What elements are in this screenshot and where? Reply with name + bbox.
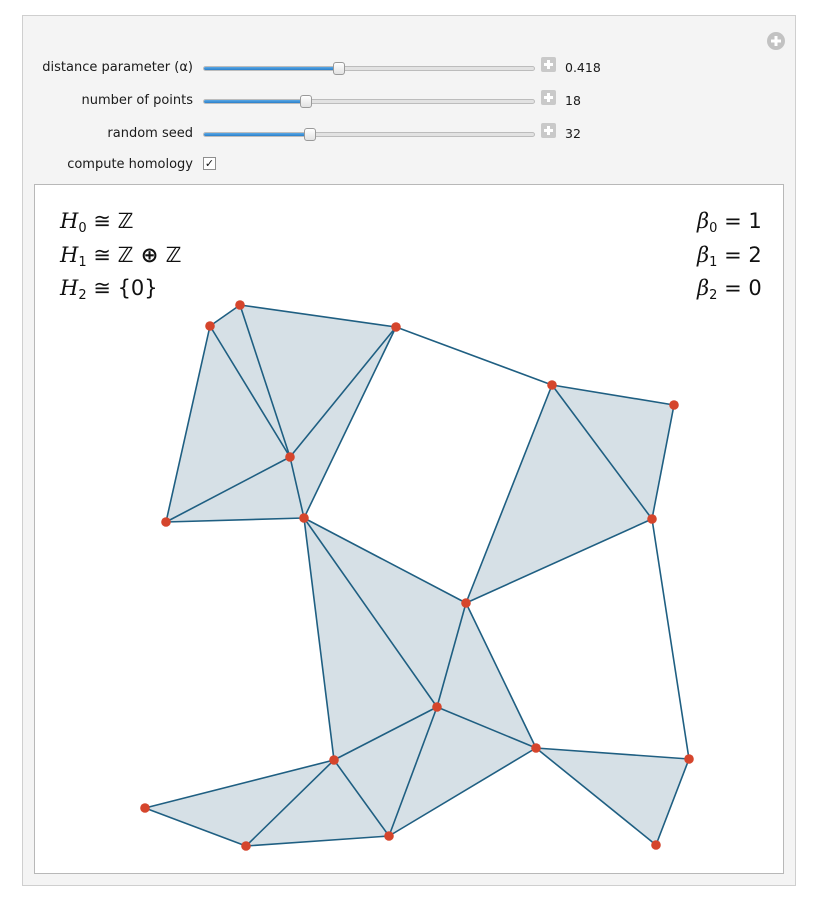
random-seed-label: random seed bbox=[107, 126, 193, 141]
vertex-5 bbox=[285, 452, 295, 462]
vertex-12 bbox=[684, 754, 694, 764]
vertex-13 bbox=[329, 755, 339, 765]
vertex-9 bbox=[461, 598, 471, 608]
betti-b2: $\beta_2 = 0$ bbox=[697, 276, 762, 303]
betti-b0: $\beta_0 = 1$ bbox=[697, 209, 762, 236]
vertex-2 bbox=[391, 322, 401, 332]
distance-parameter-label: distance parameter (α) bbox=[42, 60, 193, 75]
vertex-14 bbox=[140, 803, 150, 813]
h0-index: 0 bbox=[78, 221, 87, 236]
vertex-6 bbox=[161, 517, 171, 527]
h2-index: 2 bbox=[78, 288, 87, 303]
vertex-17 bbox=[651, 840, 661, 850]
b2-value: 0 bbox=[748, 276, 762, 300]
distance-parameter-value: 0.418 bbox=[565, 60, 601, 75]
compute-homology-label: compute homology bbox=[67, 157, 193, 172]
b0-symbol: β bbox=[697, 209, 710, 233]
h0-symbol: H bbox=[60, 209, 79, 233]
vertex-15 bbox=[241, 841, 251, 851]
vertex-7 bbox=[299, 513, 309, 523]
vertex-16 bbox=[384, 831, 394, 841]
h2-symbol: H bbox=[60, 276, 79, 300]
h1-index: 1 bbox=[78, 255, 87, 270]
b1-index: 1 bbox=[709, 255, 718, 270]
compute-homology-checkbox[interactable]: ✓ bbox=[204, 157, 215, 170]
vertex-1 bbox=[205, 321, 215, 331]
homology-h1: $H_1$ ≅ ℤ ⊕ ℤ bbox=[60, 243, 182, 270]
b1-value: 2 bbox=[748, 243, 762, 267]
vertex-4 bbox=[669, 400, 679, 410]
b2-symbol: β bbox=[697, 276, 710, 300]
homology-h0: $H_0$ ≅ ℤ bbox=[60, 209, 134, 236]
h1-value: ℤ ⊕ ℤ bbox=[117, 243, 182, 267]
b1-symbol: β bbox=[697, 243, 710, 267]
b0-value: 1 bbox=[748, 209, 762, 233]
number-of-points-value: 18 bbox=[565, 93, 581, 108]
b2-index: 2 bbox=[709, 288, 718, 303]
homology-h2: $H_2$ ≅ {0} bbox=[60, 276, 158, 303]
edge-16 bbox=[652, 519, 689, 759]
random-seed-value: 32 bbox=[565, 126, 581, 141]
h0-value: ℤ bbox=[117, 209, 134, 233]
vertex-0 bbox=[235, 300, 245, 310]
vertex-8 bbox=[647, 514, 657, 524]
vertex-11 bbox=[531, 743, 541, 753]
b0-index: 0 bbox=[709, 221, 718, 236]
edge-10 bbox=[396, 327, 552, 385]
h1-symbol: H bbox=[60, 243, 79, 267]
complex-faces bbox=[145, 305, 689, 846]
vertex-10 bbox=[432, 702, 442, 712]
betti-b1: $\beta_1 = 2$ bbox=[697, 243, 762, 270]
h2-value: {0} bbox=[117, 276, 158, 300]
vertex-3 bbox=[547, 380, 557, 390]
number-of-points-label: number of points bbox=[81, 93, 193, 108]
face-14 bbox=[536, 748, 689, 845]
